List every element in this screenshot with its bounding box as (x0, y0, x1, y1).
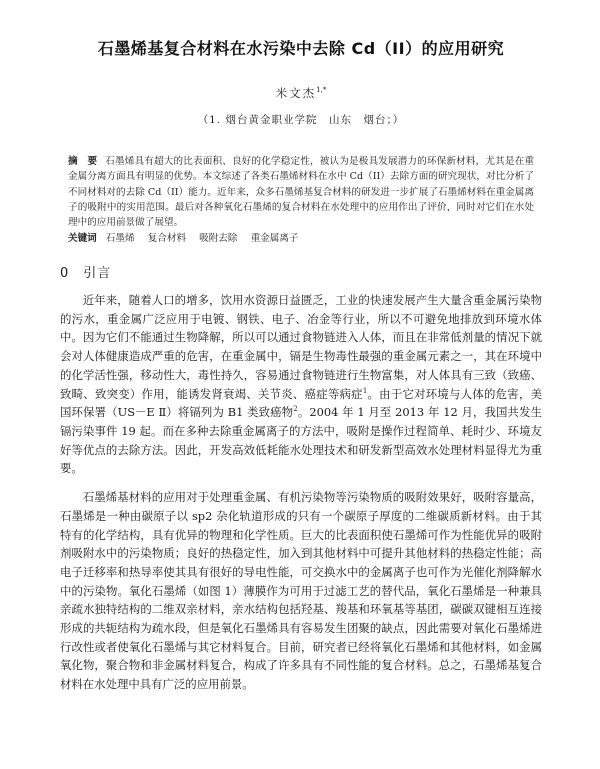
body-paragraph (60, 291, 542, 478)
keywords-label: 关键词 (68, 232, 97, 244)
keyword: 吸附去除 (199, 232, 238, 244)
paper-title: 石墨烯基复合材料在水污染中去除 Cd（II）的应用研究 (97, 39, 505, 58)
section-heading (60, 262, 542, 281)
body-paragraph: 石墨烯基材料的应用对于处理重金属、有机污染物等污染物质的吸附效果好，吸附容量高，石墨烯是一种由碳原子以 sp2 杂化轨道形成的只有一个碳原子厚度的二维碳质新材料。由于其特有的化学结构，具有优异的物理和化学性质。巨大的比表面积使石墨烯可作为性能优异的吸附剂吸附水中的污染物质；良好的热稳定性，加入到其他材料中可提升其他材料的热稳定性能；高电子迁移率和热导率使其具有很好的导电性能，可交换水中的金属离子也可作为光催化剂降解水中的污染物。氧化石墨烯（如图 1）薄膜作为可用于过滤工艺的替代品，氧化石墨烯是一种兼具亲疏水独特结构的二维双亲材料，亲水结构包括羟基、羧基和环氧基等基团，碳碳双键相互连接形成的共轭结构为疏水段，但是氧化石墨烯具有容易发生团聚的缺点，因此需要对氧化石墨烯进行改性或者使氧化石墨烯与其它材料复合。目前，研究者已经将氧化石墨烯和其他材料，如金属氧化物，聚合物和非金属材料复合，构成了许多具有不同性能的复合材料。总之，石墨烯基复合材料在水处理中具有广泛的应用前景。 (60, 490, 542, 692)
paragraph-text: 近年来，随着人口的增多，饮用水资源日益匮乏，工业的快速发展产生大量含重金属污染物的污水，重金属广泛应用于电镀、钢铁、电子、冶金等行业，所以不可避免地排放到环境水体中。因为它们不能通过生物降解，所以可以通过食物链进入人体，而且在非常低剂量的情况下就会对人体健康造成严重的危害，在重金属中，镉是生物毒性最强的重金属元素之一，其在环境中的化学活性强，移动性大，毒性持久，容易通过食物链进行生物富集，对人体具有三致（致癌、致畸、致突变）作用，能诱发肾衰竭、关节炎、癌症等病症 (60, 293, 542, 401)
abstract-text: 石墨烯具有超大的比表面积、良好的化学稳定性，被认为是极具发展潜力的环保新材料，尤其是在重金属分离方面具有明显的优势。本文综述了各类石墨烯材料在水中 Cd（II）去除方面的研究现状，对比分析了不同材料对的去除 Cd（II）能力。近年来，众多石墨烯基复合材料的研发进一步扩展了石墨烯材料在重金属离子的吸附中的实用范围。最后对各种氧化石墨烯的复合材料在水处理中的应用作出了评价，同时对它们在水处理中的应用前景做了展望。 (68, 156, 535, 229)
author-marks: 1,* (316, 86, 327, 95)
section-title: 引言 (83, 266, 112, 282)
section-number: 0 (60, 266, 70, 282)
keyword: 石墨烯 (105, 232, 135, 244)
abstract-label: 摘 要 (68, 156, 98, 167)
affiliation: （1. 烟台黄金职业学院 山东 烟台；） (197, 114, 405, 126)
citation-ref: 1 (362, 386, 368, 395)
author-line (60, 85, 542, 101)
keyword: 重金属离子 (250, 232, 299, 244)
citation-ref: 2 (293, 405, 298, 414)
keyword: 复合材料 (147, 232, 187, 244)
paragraph-text: 。2004 年 1 月至 2013 年 12 月，我国共发生镉污染事件 19 起。而在多种去除重金属离子的方法中，吸附是操作过程简单、耗时少、环境友好等优点的去除方法。因此，开发高效低耗能水处理技术和研发新型高效水处理材料显得尤为重要。 (60, 405, 542, 476)
keywords (60, 231, 542, 246)
author-name: 米文杰 (275, 86, 317, 100)
paragraph-text: 。由于它对环境与人体的危害，美国环保署（US－E Ⅱ）将镉列为 B1 类致癌物 (60, 386, 542, 420)
abstract (60, 154, 542, 231)
